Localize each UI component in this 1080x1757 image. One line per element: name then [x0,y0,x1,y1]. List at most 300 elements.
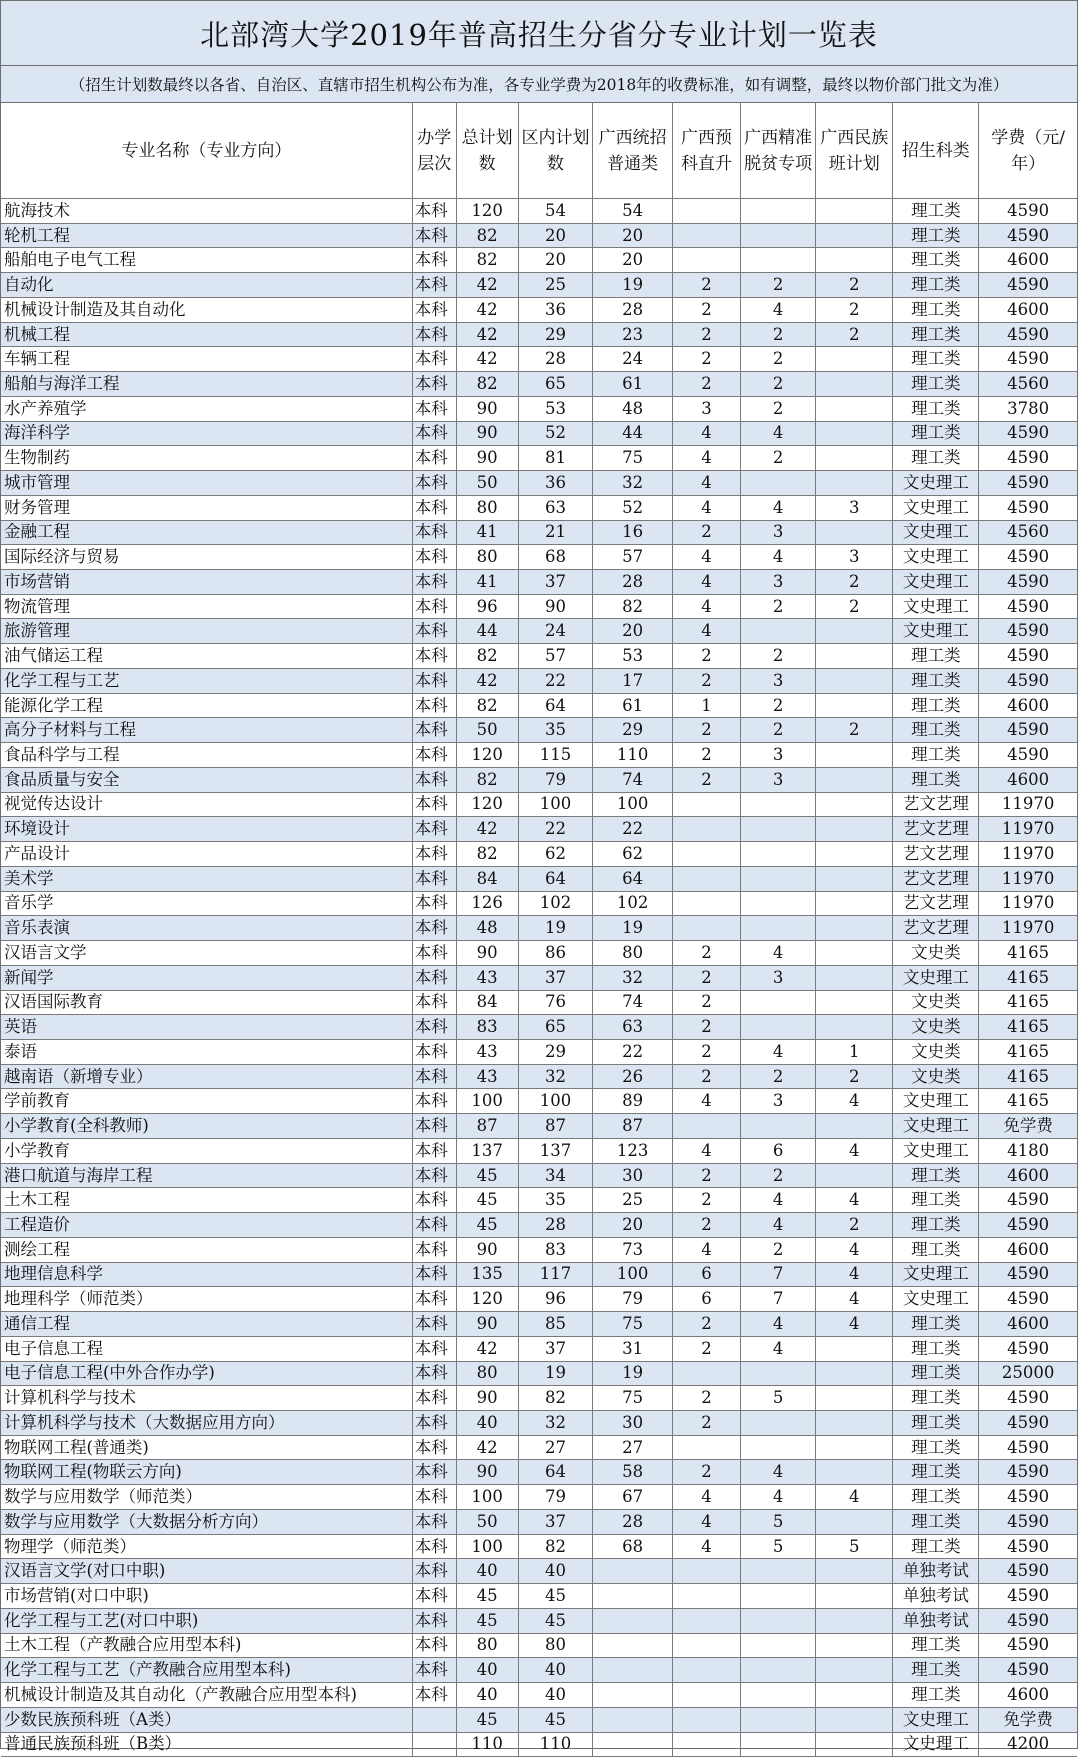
tuition-cell: 4165 [979,1039,1077,1064]
level-cell: 本科 [412,223,456,248]
table-row [1,297,1077,322]
major-cell: 物理学（师范类） [1,1534,412,1559]
poverty-cell: 4 [741,1336,816,1361]
poverty-cell: 2 [741,644,816,669]
major-cell: 音乐表演 [1,916,412,941]
preparatory-cell: 2 [672,1163,740,1188]
in-region-cell: 25 [518,273,593,298]
category-cell: 单独考试 [893,1584,979,1609]
preparatory-cell [672,916,740,941]
ethnic-cell [816,396,893,421]
level-cell: 本科 [412,421,456,446]
poverty-cell [741,792,816,817]
ethnic-cell: 2 [816,1213,893,1238]
total-plan-cell: 43 [456,1064,518,1089]
table-row [1,743,1077,768]
total-plan-cell: 90 [456,941,518,966]
level-cell: 本科 [412,1237,456,1262]
in-region-cell: 32 [518,1410,593,1435]
poverty-cell: 2 [741,322,816,347]
ethnic-cell [816,767,893,792]
table-row [1,792,1077,817]
preparatory-cell [672,199,740,224]
table-row [1,1015,1077,1040]
category-cell: 理工类 [893,668,979,693]
total-plan-cell: 120 [456,792,518,817]
total-plan-cell: 90 [456,446,518,471]
table-row [1,1509,1077,1534]
ethnic-cell [816,644,893,669]
level-cell: 本科 [412,1386,456,1411]
poverty-cell [741,1608,816,1633]
in-region-cell: 24 [518,619,593,644]
poverty-cell: 4 [741,1188,816,1213]
major-cell: 物联网工程(普通类) [1,1435,412,1460]
preparatory-cell: 4 [672,1138,740,1163]
tuition-cell: 4590 [979,322,1077,347]
level-cell: 本科 [412,1114,456,1139]
major-cell: 新闻学 [1,965,412,990]
in-region-cell: 83 [518,1237,593,1262]
preparatory-cell: 2 [672,990,740,1015]
tuition-cell: 4590 [979,1559,1077,1584]
preparatory-cell: 2 [672,1213,740,1238]
preparatory-cell [672,1658,740,1683]
category-cell: 文史理工 [893,545,979,570]
general-cell: 100 [593,792,672,817]
category-cell: 文史理工 [893,495,979,520]
general-cell [593,1584,672,1609]
category-cell: 理工类 [893,1509,979,1534]
in-region-cell: 80 [518,1633,593,1658]
total-plan-cell: 42 [456,347,518,372]
major-cell: 学前教育 [1,1089,412,1114]
in-region-cell: 86 [518,941,593,966]
table-row [1,520,1077,545]
general-cell: 25 [593,1188,672,1213]
table-row [1,421,1077,446]
general-cell: 16 [593,520,672,545]
category-cell: 文史理工 [893,570,979,595]
tuition-cell: 4600 [979,1237,1077,1262]
in-region-cell: 45 [518,1608,593,1633]
poverty-cell [741,1410,816,1435]
tuition-cell: 4590 [979,545,1077,570]
category-cell: 文史类 [893,1064,979,1089]
preparatory-cell: 4 [672,421,740,446]
tuition-cell: 4590 [979,743,1077,768]
poverty-cell: 7 [741,1262,816,1287]
general-cell: 53 [593,644,672,669]
table-row [1,1089,1077,1114]
general-cell: 24 [593,347,672,372]
preparatory-cell: 2 [672,941,740,966]
tuition-cell: 4600 [979,297,1077,322]
preparatory-cell: 2 [672,372,740,397]
ethnic-cell [816,1633,893,1658]
category-cell: 理工类 [893,1213,979,1238]
category-cell: 文史理工 [893,1089,979,1114]
poverty-cell: 6 [741,1138,816,1163]
level-cell: 本科 [412,322,456,347]
poverty-cell [741,842,816,867]
major-cell: 汉语国际教育 [1,990,412,1015]
major-cell: 计算机科学与技术（大数据应用方向） [1,1410,412,1435]
tuition-cell: 4200 [979,1732,1077,1757]
total-plan-cell: 42 [456,273,518,298]
major-cell: 汉语言文学(对口中职) [1,1559,412,1584]
category-cell: 理工类 [893,347,979,372]
major-cell: 机械设计制造及其自动化（产教融合应用型本科) [1,1683,412,1708]
col-header-in-region: 区内计划数 [518,103,593,199]
general-cell: 22 [593,1039,672,1064]
total-plan-cell: 41 [456,520,518,545]
ethnic-cell [816,1114,893,1139]
in-region-cell: 53 [518,396,593,421]
poverty-cell: 4 [741,1485,816,1510]
major-cell: 工程造价 [1,1213,412,1238]
total-plan-cell: 90 [456,421,518,446]
in-region-cell: 35 [518,718,593,743]
table-row [1,594,1077,619]
table-row [1,1163,1077,1188]
major-cell: 视觉传达设计 [1,792,412,817]
total-plan-cell: 50 [456,718,518,743]
in-region-cell: 100 [518,1089,593,1114]
ethnic-cell [816,1509,893,1534]
general-cell: 28 [593,570,672,595]
major-cell: 泰语 [1,1039,412,1064]
tuition-cell: 4590 [979,594,1077,619]
major-cell: 电子信息工程(中外合作办学) [1,1361,412,1386]
category-cell: 理工类 [893,1460,979,1485]
poverty-cell: 3 [741,767,816,792]
category-cell: 理工类 [893,1237,979,1262]
level-cell: 本科 [412,1509,456,1534]
table-row [1,1658,1077,1683]
preparatory-cell: 6 [672,1262,740,1287]
major-cell: 美术学 [1,866,412,891]
total-plan-cell: 45 [456,1213,518,1238]
preparatory-cell: 2 [672,322,740,347]
poverty-cell [741,1114,816,1139]
poverty-cell: 5 [741,1509,816,1534]
major-cell: 英语 [1,1015,412,1040]
level-cell: 本科 [412,1534,456,1559]
ethnic-cell [816,1608,893,1633]
poverty-cell: 2 [741,273,816,298]
total-plan-cell: 126 [456,891,518,916]
ethnic-cell: 4 [816,1312,893,1337]
table-row [1,1460,1077,1485]
table-row [1,1237,1077,1262]
category-cell: 文史类 [893,941,979,966]
poverty-cell: 4 [741,495,816,520]
ethnic-cell [816,1386,893,1411]
level-cell: 本科 [412,1015,456,1040]
col-header-guangxi-poverty: 广西精准脱贫专项 [741,103,816,199]
table-row [1,322,1077,347]
major-cell: 电子信息工程 [1,1336,412,1361]
major-cell: 市场营销 [1,570,412,595]
ethnic-cell [816,1732,893,1757]
category-cell: 理工类 [893,1485,979,1510]
poverty-cell: 4 [741,1039,816,1064]
preparatory-cell: 3 [672,396,740,421]
level-cell: 本科 [412,1089,456,1114]
major-cell: 环境设计 [1,817,412,842]
tuition-cell: 4165 [979,1089,1077,1114]
major-cell: 少数民族预科班（A类） [1,1707,412,1732]
ethnic-cell [816,520,893,545]
poverty-cell: 7 [741,1287,816,1312]
general-cell: 87 [593,1114,672,1139]
table-row [1,668,1077,693]
in-region-cell: 27 [518,1435,593,1460]
category-cell: 艺文艺理 [893,866,979,891]
total-plan-cell: 90 [456,1386,518,1411]
poverty-cell: 3 [741,965,816,990]
total-plan-cell: 82 [456,372,518,397]
tuition-cell: 4560 [979,520,1077,545]
category-cell: 理工类 [893,1633,979,1658]
table-row [1,644,1077,669]
general-cell: 73 [593,1237,672,1262]
poverty-cell [741,1015,816,1040]
general-cell: 80 [593,941,672,966]
tuition-cell: 免学费 [979,1114,1077,1139]
in-region-cell: 28 [518,347,593,372]
in-region-cell: 36 [518,297,593,322]
major-cell: 化学工程与工艺 [1,668,412,693]
total-plan-cell: 80 [456,1633,518,1658]
preparatory-cell: 2 [672,1015,740,1040]
general-cell: 61 [593,693,672,718]
ethnic-cell [816,743,893,768]
poverty-cell [741,1584,816,1609]
level-cell: 本科 [412,866,456,891]
ethnic-cell [816,1559,893,1584]
tuition-cell: 4590 [979,1336,1077,1361]
table-row [1,990,1077,1015]
total-plan-cell: 96 [456,594,518,619]
total-plan-cell: 82 [456,842,518,867]
in-region-cell: 64 [518,1460,593,1485]
preparatory-cell: 2 [672,965,740,990]
in-region-cell: 54 [518,199,593,224]
ethnic-cell: 4 [816,1287,893,1312]
major-cell: 地理科学（师范类） [1,1287,412,1312]
total-plan-cell: 120 [456,199,518,224]
preparatory-cell: 2 [672,297,740,322]
table-row [1,1064,1077,1089]
poverty-cell: 3 [741,520,816,545]
total-plan-cell: 137 [456,1138,518,1163]
major-cell: 音乐学 [1,891,412,916]
level-cell: 本科 [412,1361,456,1386]
total-plan-cell: 40 [456,1683,518,1708]
in-region-cell: 21 [518,520,593,545]
total-plan-cell: 42 [456,1336,518,1361]
poverty-cell [741,248,816,273]
total-plan-cell: 40 [456,1658,518,1683]
tuition-cell: 4600 [979,693,1077,718]
general-cell: 19 [593,273,672,298]
major-cell: 高分子材料与工程 [1,718,412,743]
general-cell: 100 [593,1262,672,1287]
total-plan-cell: 41 [456,570,518,595]
total-plan-cell: 83 [456,1015,518,1040]
category-cell: 文史理工 [893,1732,979,1757]
table-row [1,1534,1077,1559]
poverty-cell: 4 [741,1312,816,1337]
tuition-cell: 4560 [979,372,1077,397]
general-cell: 28 [593,297,672,322]
category-cell: 理工类 [893,273,979,298]
preparatory-cell [672,1732,740,1757]
major-cell: 化学工程与工艺（产教融合应用型本科) [1,1658,412,1683]
ethnic-cell: 4 [816,1262,893,1287]
preparatory-cell [672,1435,740,1460]
tuition-cell: 4590 [979,1287,1077,1312]
ethnic-cell [816,693,893,718]
general-cell: 20 [593,248,672,273]
general-cell: 63 [593,1015,672,1040]
level-cell: 本科 [412,792,456,817]
ethnic-cell [816,248,893,273]
poverty-cell [741,619,816,644]
in-region-cell: 37 [518,1336,593,1361]
level-cell: 本科 [412,941,456,966]
preparatory-cell: 2 [672,718,740,743]
tuition-cell: 4180 [979,1138,1077,1163]
poverty-cell: 2 [741,396,816,421]
total-plan-cell: 43 [456,1039,518,1064]
in-region-cell: 96 [518,1287,593,1312]
general-cell: 74 [593,767,672,792]
total-plan-cell: 80 [456,495,518,520]
general-cell: 48 [593,396,672,421]
total-plan-cell: 135 [456,1262,518,1287]
level-cell: 本科 [412,1435,456,1460]
table-row [1,718,1077,743]
category-cell: 理工类 [893,693,979,718]
poverty-cell: 2 [741,1064,816,1089]
tuition-cell: 免学费 [979,1707,1077,1732]
category-cell: 文史理工 [893,1287,979,1312]
major-cell: 海洋科学 [1,421,412,446]
level-cell: 本科 [412,1559,456,1584]
general-cell: 20 [593,223,672,248]
ethnic-cell [816,1584,893,1609]
total-plan-cell: 50 [456,471,518,496]
general-cell: 30 [593,1163,672,1188]
major-cell: 旅游管理 [1,619,412,644]
in-region-cell: 19 [518,1361,593,1386]
category-cell: 理工类 [893,1188,979,1213]
ethnic-cell: 4 [816,1188,893,1213]
preparatory-cell: 4 [672,1509,740,1534]
category-cell: 理工类 [893,644,979,669]
major-cell: 计算机科学与技术 [1,1386,412,1411]
ethnic-cell: 2 [816,570,893,595]
in-region-cell: 52 [518,421,593,446]
table-row [1,1386,1077,1411]
ethnic-cell [816,990,893,1015]
page-title: 北部湾大学2019年普高招生分省分专业计划一览表 [1,1,1077,66]
major-cell: 小学教育 [1,1138,412,1163]
total-plan-cell: 90 [456,1312,518,1337]
total-plan-cell: 45 [456,1707,518,1732]
major-cell: 金融工程 [1,520,412,545]
general-cell: 68 [593,1534,672,1559]
general-cell [593,1732,672,1757]
preparatory-cell: 4 [672,1237,740,1262]
ethnic-cell: 2 [816,1064,893,1089]
total-plan-cell: 80 [456,1361,518,1386]
ethnic-cell [816,223,893,248]
poverty-cell [741,223,816,248]
ethnic-cell: 3 [816,495,893,520]
preparatory-cell [672,1361,740,1386]
total-plan-cell: 44 [456,619,518,644]
level-cell: 本科 [412,1485,456,1510]
table-row [1,446,1077,471]
ethnic-cell [816,199,893,224]
general-cell: 22 [593,817,672,842]
poverty-cell: 5 [741,1534,816,1559]
total-plan-cell: 42 [456,297,518,322]
category-cell: 理工类 [893,1534,979,1559]
level-cell: 本科 [412,1163,456,1188]
level-cell: 本科 [412,545,456,570]
level-cell: 本科 [412,396,456,421]
preparatory-cell: 2 [672,1410,740,1435]
level-cell: 本科 [412,1460,456,1485]
general-cell: 102 [593,891,672,916]
table-row [1,1732,1077,1757]
in-region-cell: 110 [518,1732,593,1757]
preparatory-cell: 4 [672,1485,740,1510]
table-body [1,199,1077,1757]
level-cell: 本科 [412,668,456,693]
in-region-cell: 85 [518,1312,593,1337]
preparatory-cell: 2 [672,1039,740,1064]
ethnic-cell [816,817,893,842]
poverty-cell: 2 [741,718,816,743]
tuition-cell: 4590 [979,644,1077,669]
major-cell: 地理信息科学 [1,1262,412,1287]
preparatory-cell [672,1683,740,1708]
table-row [1,1410,1077,1435]
ethnic-cell [816,1683,893,1708]
ethnic-cell [816,619,893,644]
preparatory-cell: 2 [672,1064,740,1089]
tuition-cell: 4590 [979,1435,1077,1460]
category-cell: 理工类 [893,1435,979,1460]
preparatory-cell: 4 [672,594,740,619]
general-cell: 54 [593,199,672,224]
level-cell: 本科 [412,570,456,595]
total-plan-cell: 84 [456,866,518,891]
ethnic-cell: 2 [816,322,893,347]
footnote-banner: （招生计划数最终以各省、自治区、直辖市招生机构公布为准，各专业学费为2018年的收费标准，如有调整，最终以物价部门批文为准） [1,66,1077,103]
total-plan-cell: 42 [456,817,518,842]
tuition-cell: 4165 [979,990,1077,1015]
table-row [1,1262,1077,1287]
in-region-cell: 32 [518,1064,593,1089]
preparatory-cell [672,223,740,248]
